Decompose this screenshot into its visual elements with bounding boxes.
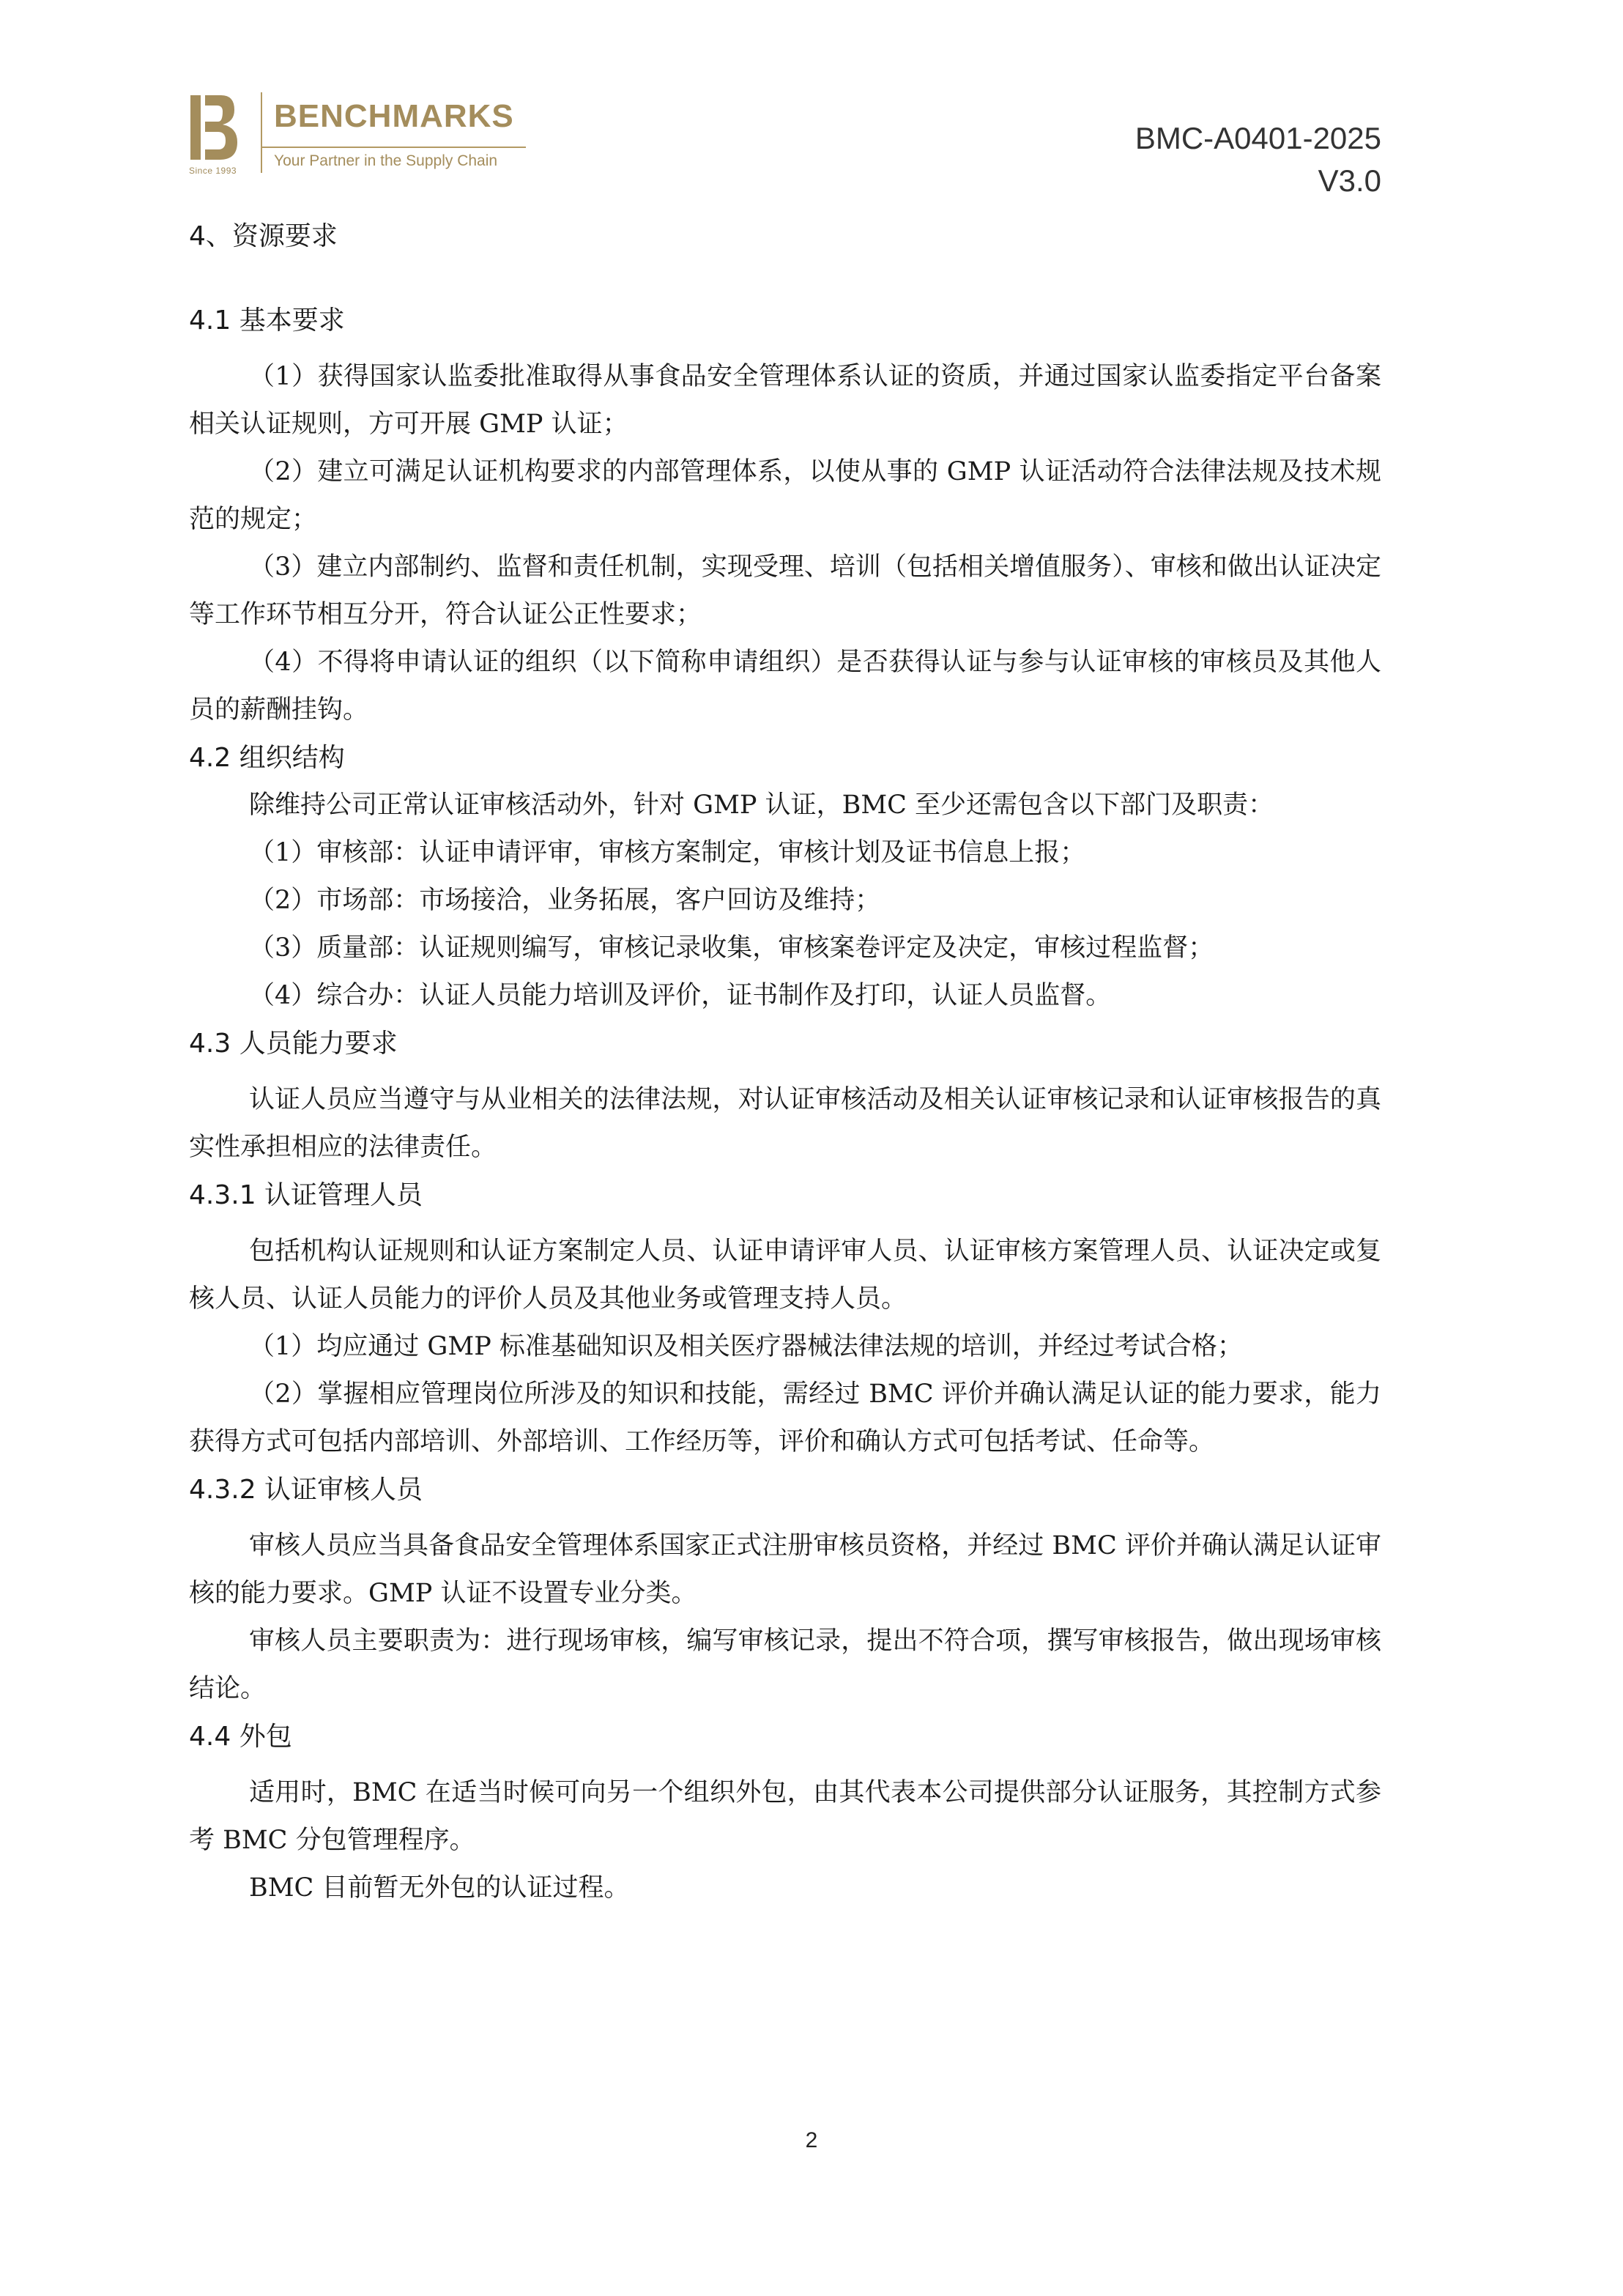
company-logo — [189, 88, 526, 183]
section-4-4-para: BMC 目前暂无外包的认证过程。 — [249, 1873, 630, 1903]
section-4-3-1-title: 4.3.1 认证管理人员 — [189, 1180, 423, 1210]
section-4-3-2-title: 4.3.2 认证审核人员 — [189, 1475, 423, 1505]
section-4-1-item: （3）建立内部制约、监督和责任机制，实现受理、培训（包括相关增值服务）、审核和做出认证决定等工作环节相互分开，符合认证公正性要求； — [189, 552, 1381, 629]
benchmarks-logo-icon — [189, 94, 240, 161]
section-4-4-para: 适用时，BMC 在适当时候可向另一个组织外包，由其代表本公司提供部分认证服务，其控制方式参考 BMC 分包管理程序。 — [189, 1778, 1381, 1855]
logo-tagline: Your Partner in the Supply Chain — [274, 152, 498, 169]
section-4-2-title: 4.2 组织结构 — [189, 743, 345, 773]
section-4-3-intro: 认证人员应当遵守与从业相关的法律法规，对认证审核活动及相关认证审核记录和认证审核报告的真实性承担相应的法律责任。 — [189, 1085, 1381, 1162]
section-4-2-item: （4）综合办：认证人员能力培训及评价，证书制作及打印，认证人员监督。 — [249, 981, 1112, 1010]
section-4-3-2-para: 审核人员主要职责为：进行现场审核，编写审核记录，提出不符合项，撰写审核报告，做出现场审核结论。 — [189, 1626, 1381, 1703]
section-4-4-title: 4.4 外包 — [189, 1722, 292, 1752]
section-4-3-1-intro: 包括机构认证规则和认证方案制定人员、认证申请评审人员、认证审核方案管理人员、认证决定或复核人员、认证人员能力的评价人员及其他业务或管理支持人员。 — [189, 1237, 1381, 1314]
section-4-2-item: （3）质量部：认证规则编写，审核记录收集，审核案卷评定及决定，审核过程监督； — [249, 933, 1214, 963]
section-4-1-item: （4）不得将申请认证的组织（以下简称申请组织）是否获得认证与参与认证审核的审核员及其他人员的薪酬挂钩。 — [189, 648, 1381, 725]
document-body — [189, 212, 1381, 1912]
section-4-3-1-item: （2）掌握相应管理岗位所涉及的知识和技能，需经过 BMC 评价并确认满足认证的能力要求，能力获得方式可包括内部培训、外部培训、工作经历等，评价和确认方式可包括考试、任命等。 — [189, 1380, 1381, 1456]
logo-rule — [262, 147, 526, 148]
section-4-1-item: （2）建立可满足认证机构要求的内部管理体系，以使从事的 GMP 认证活动符合法律法规及技术规范的规定； — [189, 457, 1381, 534]
logo-name: BENCHMARKS — [274, 98, 514, 134]
section-4-1-title: 4.1 基本要求 — [189, 305, 345, 336]
section-4-3-1-item: （1）均应通过 GMP 标准基础知识及相关医疗器械法律法规的培训，并经过考试合格； — [249, 1332, 1243, 1361]
page-number: 2 — [805, 2128, 818, 2152]
logo-since-text: Since 1993 — [189, 166, 237, 176]
section-4-3-title: 4.3 人员能力要求 — [189, 1029, 398, 1059]
section-4-2-intro: 除维持公司正常认证审核活动外，针对 GMP 认证，BMC 至少还需包含以下部门及职责： — [249, 790, 1274, 820]
section-4-title: 4、资源要求 — [189, 221, 338, 251]
document-code: BMC-A0401-2025 — [1134, 121, 1381, 155]
section-4-1-item: （1）获得国家认监委批准取得从事食品安全管理体系认证的资质，并通过国家认监委指定平台备案相关认证规则，方可开展 GMP 认证； — [189, 362, 1381, 439]
section-4-2-item: （2）市场部：市场接洽，业务拓展，客户回访及维持； — [249, 886, 881, 915]
section-4-3-2-para: 审核人员应当具备食品安全管理体系国家正式注册审核员资格，并经过 BMC 评价并确认满足认证审核的能力要求。GMP 认证不设置专业分类。 — [189, 1531, 1381, 1608]
document-code-block — [1135, 117, 1381, 202]
logo-divider — [261, 92, 262, 173]
document-version: V3.0 — [1318, 163, 1381, 198]
section-4-2-item: （1）审核部：认证申请评审，审核方案制定，审核计划及证书信息上报； — [249, 838, 1086, 867]
